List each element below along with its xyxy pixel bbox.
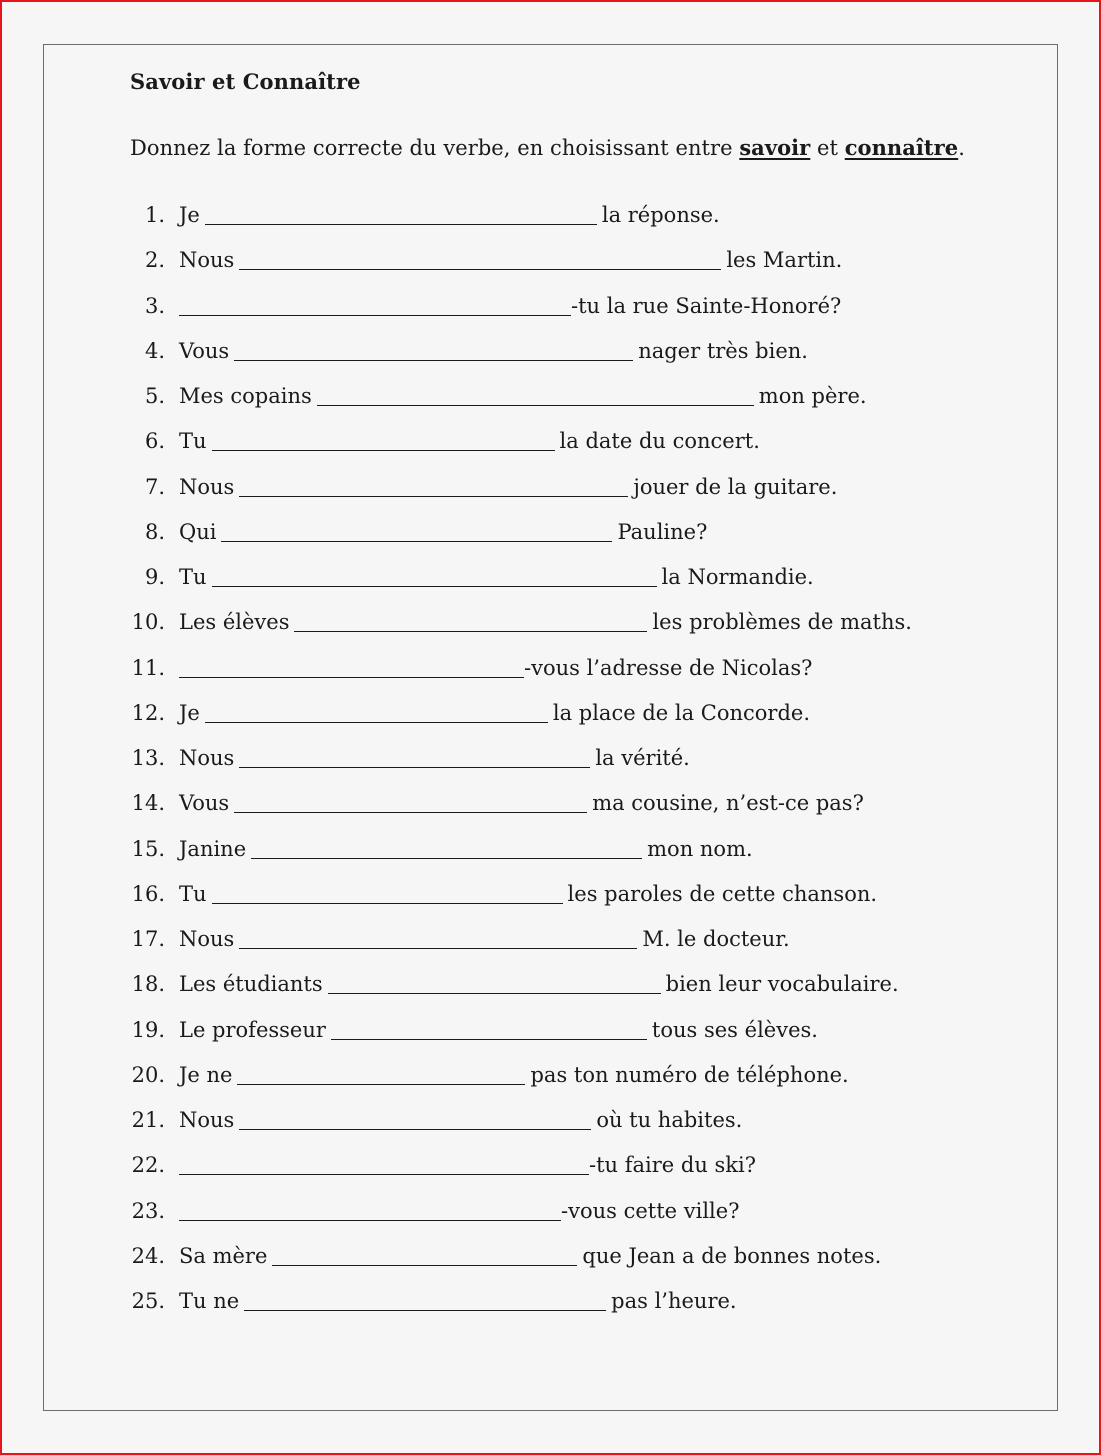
answer-blank[interactable]: [331, 1017, 647, 1040]
item-sentence: [179, 519, 707, 545]
answer-blank[interactable]: [239, 247, 721, 270]
item-number: 3.: [144, 293, 165, 318]
answer-blank[interactable]: [239, 926, 637, 949]
exercise-item: [130, 202, 720, 247]
item-rest: bien leur vocabulaire.: [665, 972, 899, 997]
answer-blank[interactable]: [234, 338, 633, 361]
item-sentence: [179, 881, 877, 907]
item-subject: Les élèves: [179, 610, 290, 635]
item-number: 12.: [131, 700, 165, 725]
instruction-before: Donnez la forme correcte du verbe, en choisissant entre: [130, 136, 740, 160]
verb-savoir: savoir: [739, 135, 811, 160]
item-number: 2.: [144, 248, 165, 273]
item-sentence: [179, 790, 864, 816]
item-number: 11.: [131, 655, 165, 680]
item-sentence: [179, 609, 912, 635]
item-subject: Le professeur: [179, 1017, 326, 1042]
verb-connaitre: connaître: [844, 135, 959, 160]
item-sentence: [179, 474, 837, 500]
item-rest: nager très bien.: [638, 338, 808, 363]
item-number: 5.: [144, 384, 165, 408]
answer-blank[interactable]: [179, 655, 524, 678]
answer-blank[interactable]: [179, 1152, 589, 1175]
exercise-item: [130, 926, 790, 971]
item-sentence: [179, 1198, 739, 1224]
answer-blank[interactable]: [212, 428, 555, 451]
item-sentence: [179, 293, 841, 319]
item-subject: Je: [179, 203, 200, 227]
item-number: 17.: [131, 927, 165, 951]
item-sentence: [179, 1243, 881, 1269]
exercise-item: [130, 474, 838, 519]
worksheet-title: Savoir et Connaître: [130, 69, 361, 94]
exercise-item: [130, 1017, 818, 1062]
item-sentence: [179, 1288, 737, 1314]
item-number: 22.: [131, 1153, 165, 1178]
answer-blank[interactable]: [221, 519, 612, 542]
item-number: 20.: [131, 1062, 165, 1087]
item-subject: Les étudiants: [179, 972, 323, 997]
item-subject: Je: [179, 700, 200, 725]
answer-blank[interactable]: [317, 383, 754, 406]
exercise-list: [130, 202, 912, 1333]
exercise-item: [130, 1152, 757, 1197]
item-subject: Tu: [179, 565, 207, 589]
item-sentence: [179, 745, 690, 771]
item-number: 24.: [131, 1243, 165, 1268]
item-rest: la réponse.: [601, 203, 720, 227]
exercise-item: [130, 1288, 737, 1333]
item-subject: Nous: [179, 746, 235, 770]
exercise-item: [130, 1107, 743, 1152]
item-number: 23.: [131, 1198, 165, 1223]
item-rest: -vous l’adresse de Nicolas?: [524, 655, 813, 680]
item-number: 1.: [144, 203, 165, 227]
item-rest: les problèmes de maths.: [652, 610, 912, 635]
exercise-item: [130, 1198, 740, 1243]
item-rest: la vérité.: [595, 746, 690, 770]
item-subject: Tu: [179, 881, 207, 906]
answer-blank[interactable]: [328, 971, 661, 994]
item-subject: Vous: [179, 338, 230, 363]
item-rest: Pauline?: [617, 519, 708, 544]
answer-blank[interactable]: [239, 1107, 591, 1130]
item-sentence: [179, 836, 753, 862]
answer-blank[interactable]: [251, 836, 642, 859]
item-rest: jouer de la guitare.: [633, 474, 838, 499]
worksheet-sheet: [43, 44, 1058, 1411]
item-rest: la place de la Concorde.: [552, 700, 810, 725]
item-sentence: [179, 1062, 849, 1088]
answer-blank[interactable]: [234, 790, 587, 813]
exercise-item: [130, 836, 753, 881]
item-sentence: [179, 1107, 742, 1133]
instruction-text: [130, 135, 965, 160]
item-rest: les Martin.: [726, 248, 843, 273]
exercise-item: [130, 609, 912, 654]
item-subject: Je ne: [179, 1062, 233, 1087]
item-subject: Nous: [179, 474, 235, 499]
item-subject: Tu: [179, 429, 207, 454]
item-sentence: [179, 1017, 818, 1043]
item-number: 21.: [131, 1108, 165, 1132]
item-number: 8.: [144, 519, 165, 544]
answer-blank[interactable]: [179, 293, 571, 316]
answer-blank[interactable]: [239, 474, 628, 497]
item-subject: Nous: [179, 1108, 235, 1132]
item-subject: Tu ne: [179, 1289, 240, 1313]
answer-blank[interactable]: [212, 564, 657, 587]
item-rest: la date du concert.: [559, 429, 760, 454]
item-number: 7.: [144, 474, 165, 499]
answer-blank[interactable]: [294, 609, 647, 632]
item-number: 9.: [144, 565, 165, 589]
item-rest: les paroles de cette chanson.: [567, 881, 878, 906]
item-rest: -tu faire du ski?: [589, 1153, 757, 1178]
item-rest: pas ton numéro de téléphone.: [530, 1062, 849, 1087]
instruction-middle: et: [810, 136, 845, 160]
answer-blank[interactable]: [205, 202, 597, 225]
answer-blank[interactable]: [272, 1243, 577, 1266]
item-rest: que Jean a de bonnes notes.: [582, 1243, 882, 1268]
exercise-item: [130, 247, 843, 292]
item-rest: -tu la rue Sainte-Honoré?: [571, 293, 842, 318]
item-sentence: [179, 1152, 756, 1178]
item-rest: où tu habites.: [596, 1108, 743, 1132]
answer-blank[interactable]: [179, 1198, 561, 1221]
exercise-item: [130, 1062, 849, 1107]
item-number: 25.: [131, 1289, 165, 1313]
item-number: 14.: [131, 791, 165, 816]
item-rest: la Normandie.: [661, 565, 814, 589]
exercise-item: [130, 700, 810, 745]
exercise-item: [130, 428, 760, 473]
exercise-item: [130, 383, 867, 428]
exercise-item: [130, 1243, 882, 1288]
item-subject: Qui: [179, 519, 217, 544]
answer-blank[interactable]: [244, 1288, 606, 1311]
item-number: 15.: [131, 836, 165, 861]
item-rest: mon nom.: [647, 836, 753, 861]
item-subject: Janine: [179, 836, 247, 861]
instruction-after: .: [958, 136, 965, 160]
exercise-item: [130, 655, 813, 700]
item-number: 18.: [131, 972, 165, 997]
item-subject: Mes copains: [179, 384, 312, 408]
item-subject: Nous: [179, 927, 235, 951]
exercise-item: [130, 790, 864, 835]
item-rest: tous ses élèves.: [651, 1017, 818, 1042]
answer-blank[interactable]: [212, 881, 563, 904]
item-sentence: [179, 700, 810, 726]
item-rest: mon père.: [758, 384, 867, 408]
item-sentence: [179, 428, 760, 454]
item-subject: Vous: [179, 791, 230, 816]
item-rest: M. le docteur.: [642, 927, 790, 951]
item-number: 19.: [131, 1017, 165, 1042]
item-sentence: [179, 971, 899, 997]
item-number: 10.: [131, 610, 165, 635]
answer-blank[interactable]: [205, 700, 548, 723]
exercise-item: [130, 519, 708, 564]
item-subject: Nous: [179, 248, 235, 273]
exercise-item: [130, 564, 814, 609]
item-sentence: [179, 926, 790, 952]
item-number: 13.: [131, 746, 165, 770]
item-sentence: [179, 202, 720, 228]
item-sentence: [179, 383, 867, 409]
item-subject: Sa mère: [179, 1243, 268, 1268]
answer-blank[interactable]: [237, 1062, 525, 1085]
exercise-item: [130, 745, 690, 790]
exercise-item: [130, 881, 878, 926]
item-sentence: [179, 338, 808, 364]
exercise-item: [130, 338, 808, 383]
item-number: 16.: [131, 881, 165, 906]
item-sentence: [179, 247, 842, 273]
item-number: 6.: [144, 429, 165, 454]
item-sentence: [179, 564, 814, 590]
exercise-item: [130, 971, 899, 1016]
item-rest: ma cousine, n’est-ce pas?: [592, 791, 864, 816]
answer-blank[interactable]: [239, 745, 590, 768]
exercise-item: [130, 293, 842, 338]
item-rest: pas l’heure.: [611, 1289, 737, 1313]
item-rest: -vous cette ville?: [561, 1198, 740, 1223]
item-sentence: [179, 655, 812, 681]
item-number: 4.: [144, 338, 165, 363]
